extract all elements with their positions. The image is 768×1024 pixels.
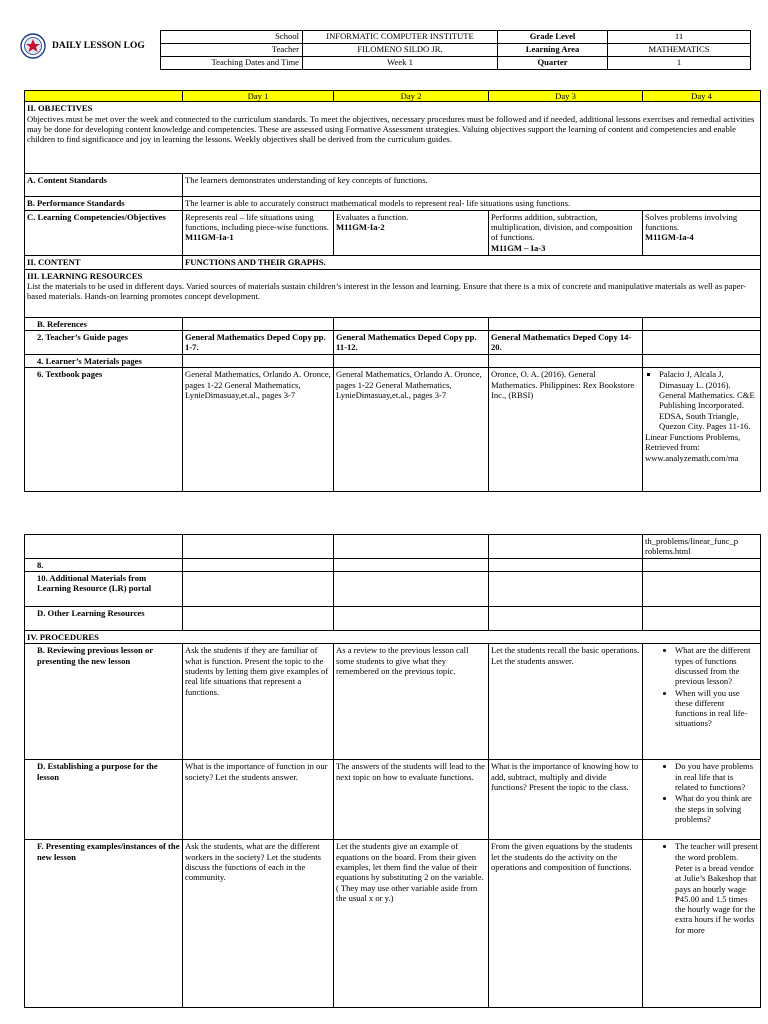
textbook-day-2: General Mathematics, Orlando A. Oronce, pages 1-22 General Mathematics, LynieDimasuay,et.al., pages 3-7 — [334, 368, 489, 492]
lesson-log-table — [24, 90, 761, 492]
quarter-label: Quarter — [498, 57, 608, 70]
purpose-day-4 — [643, 760, 761, 840]
grade-level-value: 11 — [608, 31, 751, 44]
objectives-section — [25, 102, 761, 174]
teachers-guide-day-3: General Mathematics Deped Copy 14-20. — [489, 330, 643, 354]
purpose-day-4-item: • Do you have problems in real life that is related to functions? — [675, 761, 758, 792]
learners-materials-day-4 — [643, 354, 761, 367]
header-info-table — [160, 30, 751, 70]
item-8-day-3 — [489, 558, 643, 571]
learning-area-value: MATHEMATICS — [608, 44, 751, 57]
textbook-day-1: General Mathematics, Orlando A. Oronce, pages 1-22 General Mathematics, LynieDimasuay,et.al., pages 3-7 — [183, 368, 334, 492]
additional-materials-day-1 — [183, 571, 334, 606]
textbook-day-4-continued: th_problems/linear_func_p roblems.html — [643, 535, 761, 559]
deped-seal-icon — [20, 33, 46, 59]
day-3-header: Day 3 — [489, 91, 643, 102]
presenting-day-4 — [643, 840, 761, 1008]
document-title: DAILY LESSON LOG — [52, 41, 145, 51]
content-standards-label: A. Content Standards — [25, 174, 183, 197]
objectives-text: Objectives must be met over the week and connected to the curriculum standards. To meet the objectives, necessary procedures must be followed and if needed, additional lessons exercises and remedial activities may be done for developing content knowledge and competencies. These are assessed using Formative Assessment strategies. Valuing objectives support the learning of content and competencies and enable children to find significance and joy in learning the lessons. Weekly objectives shall be derived from the curriculum guides. — [27, 113, 755, 145]
textbook-day-3: Oronce, O. A. (2016). General Mathematics. Philippines: Rex Bookstore Inc., (RBSI) — [489, 368, 643, 492]
lesson-log-header — [14, 28, 750, 72]
competency-day-2 — [334, 210, 489, 255]
reviewing-day-4 — [643, 644, 761, 760]
competency-day-3 — [489, 210, 643, 255]
teaching-dates-value: Week 1 — [303, 57, 498, 70]
competency-day-4-text: Solves problems involving functions. — [645, 211, 738, 232]
item-8-day-2 — [334, 558, 489, 571]
learners-materials-day-1 — [183, 354, 334, 367]
continuation-label — [25, 535, 183, 559]
competency-day-3-text: Performs addition, subtraction, multiplication, division, and composition of functions. — [491, 211, 633, 243]
competency-day-4-code: M11GM-Ia-4 — [645, 232, 694, 243]
presenting-day-4-item: • The teacher will present the word problem. — [675, 841, 758, 862]
item-8-label-text: 8. — [37, 559, 44, 570]
teachers-guide-day-4 — [643, 330, 761, 354]
competency-day-2-text: Evaluates a function. — [336, 211, 409, 222]
additional-materials-label — [25, 571, 183, 606]
purpose-day-4-item: • What do you think are the steps in solving problems? — [675, 793, 758, 824]
teachers-guide-label — [25, 330, 183, 354]
other-resources-label — [25, 606, 183, 630]
competencies-label: C. Learning Competencies/Objectives — [25, 210, 183, 255]
continuation-day-1 — [183, 535, 334, 559]
day-2-header: Day 2 — [334, 91, 489, 102]
textbook-day-4 — [643, 368, 761, 492]
other-resources-day-2 — [334, 606, 489, 630]
content-standards-text: The learners demonstrates understanding of key concepts of functions. — [183, 174, 761, 197]
teacher-label: Teacher — [161, 44, 303, 57]
presenting-day-1: Ask the students, what are the different workers in the society? Let the students discuss the functions of each in the community. — [183, 840, 334, 1008]
competency-day-3-code: M11GM – Ia-3 — [491, 242, 546, 253]
other-resources-label-text: D. Other Learning Resources — [37, 607, 145, 618]
teacher-value: FILOMENO SILDO JR. — [303, 44, 498, 57]
day-header-blank — [25, 91, 183, 102]
competency-day-4 — [643, 210, 761, 255]
reviewing-day-4-item: • When will you use these different functions in real life-situations? — [675, 688, 758, 729]
references-day-3 — [489, 317, 643, 330]
presenting-day-4-problem: Peter is a bread vendor at Julie’s Bakeshop that pays an hourly wage ₱45.00 and 1.5 times the hourly wage for the extra hours if he works for more — [675, 862, 757, 935]
competency-day-2-code: M11GM-Ia-2 — [336, 221, 385, 232]
reviewing-day-3: Let the students recall the basic operations. Let the students answer. — [489, 644, 643, 760]
item-8-label — [25, 558, 183, 571]
textbook-day-4-extra: Linear Functions Problems, Retrieved from: www.analyzemath.com/ma — [645, 432, 741, 463]
day-1-header: Day 1 — [183, 91, 334, 102]
competency-day-1-code: M11GM-Ia-1 — [185, 232, 234, 243]
performance-standards-text: The learner is able to accurately construct mathematical models to represent real- life situations using functions. — [183, 197, 761, 210]
presenting-label — [25, 840, 183, 1008]
purpose-day-3: What is the importance of knowing how to add, subtract, multiply and divide functions? Present the topic to the class. — [489, 760, 643, 840]
other-resources-day-1 — [183, 606, 334, 630]
additional-materials-day-4 — [643, 571, 761, 606]
purpose-label — [25, 760, 183, 840]
references-day-1 — [183, 317, 334, 330]
textbook-day-4-bullet: ▪ Palacio J, Alcala J, Dimasuay L. (2016). General Mathematics. C&E Publishing Incorporated. EDSA, South Triangle, Quezon City. Pages 11-16. — [659, 369, 758, 431]
additional-materials-day-2 — [334, 571, 489, 606]
references-day-2 — [334, 317, 489, 330]
textbook-label-text: 6. Textbook pages — [37, 369, 103, 380]
competency-day-1-text: Represents real – life situations using functions, including piece-wise functions. — [185, 211, 329, 232]
references-day-4 — [643, 317, 761, 330]
teachers-guide-day-2: General Mathematics Deped Copy pp. 11-12. — [334, 330, 489, 354]
other-resources-day-3 — [489, 606, 643, 630]
continuation-day-3 — [489, 535, 643, 559]
reviewing-day-2: As a review to the previous lesson call some students to give what they remembered on the previous topic. — [334, 644, 489, 760]
item-8-day-4 — [643, 558, 761, 571]
school-value: INFORMATIC COMPUTER INSTITUTE — [303, 31, 498, 44]
grade-level-label: Grade Level — [498, 31, 608, 44]
learning-resources-title: III. LEARNING RESOURCES — [27, 270, 143, 281]
purpose-day-2: The answers of the students will lead to the next topic on how to evaluate functions. — [334, 760, 489, 840]
references-label-text: B. References — [37, 318, 87, 329]
lesson-log-table-continued — [24, 534, 761, 1008]
additional-materials-label-text: 10. Additional Materials from Learning Resource (LR) portal — [37, 572, 152, 594]
reviewing-label-text: B. Reviewing previous lesson or presenting the new lesson — [37, 645, 153, 666]
day-header-row — [25, 91, 761, 102]
presenting-day-2: Let the students give an example of equations on the board. From their given examples, let them find the value of their equations by substituting 2 on the variable. ( They may use other variable aside from the usual x or y.) — [334, 840, 489, 1008]
learners-materials-day-2 — [334, 354, 489, 367]
textbook-label — [25, 368, 183, 492]
teachers-guide-day-1: General Mathematics Deped Copy pp. 1-7. — [183, 330, 334, 354]
learners-materials-day-3 — [489, 354, 643, 367]
continuation-day-2 — [334, 535, 489, 559]
references-label — [25, 317, 183, 330]
learning-resources-section — [25, 269, 761, 317]
objectives-title: II. OBJECTIVES — [27, 103, 93, 114]
reviewing-day-1: Ask the students if they are familiar of what is function. Present the topic to the students by letting them give examples of real life situations that represent a functions. — [183, 644, 334, 760]
content-label: II. CONTENT — [25, 255, 183, 269]
presenting-day-3: From the given equations by the students let the students do the activity on the operations and composition of functions. — [489, 840, 643, 1008]
item-8-day-1 — [183, 558, 334, 571]
teachers-guide-label-text: 2. Teacher’s Guide pages — [37, 331, 129, 342]
reviewing-label — [25, 644, 183, 760]
purpose-day-1: What is the importance of function in our society? Let the students answer. — [183, 760, 334, 840]
additional-materials-day-3 — [489, 571, 643, 606]
learners-materials-label — [25, 354, 183, 367]
content-text: FUNCTIONS AND THEIR GRAPHS. — [183, 255, 761, 269]
teaching-dates-label: Teaching Dates and Time — [161, 57, 303, 70]
competency-day-1 — [183, 210, 334, 255]
procedures-title: IV. PROCEDURES — [25, 630, 761, 643]
quarter-value: 1 — [608, 57, 751, 70]
learning-resources-text: List the materials to be used in different days. Varied sources of materials sustain children’s interest in the lesson and learning. Ensure that there is a mix of concrete and manipulative materials as well as paper-based materials. Hands-on learning promotes concept development. — [27, 280, 747, 302]
performance-standards-label: B. Performance Standards — [25, 197, 183, 210]
learning-area-label: Learning Area — [498, 44, 608, 57]
other-resources-day-4 — [643, 606, 761, 630]
presenting-label-text: F. Presenting examples/instances of the new lesson — [37, 841, 180, 862]
purpose-label-text: D. Establishing a purpose for the lesson — [37, 761, 158, 782]
day-4-header: Day 4 — [643, 91, 761, 102]
school-label: School — [161, 31, 303, 44]
reviewing-day-4-item: • What are the different types of functions discussed from the previous lesson? — [675, 645, 758, 686]
learners-materials-label-text: 4. Learner’s Materials pages — [37, 355, 142, 366]
